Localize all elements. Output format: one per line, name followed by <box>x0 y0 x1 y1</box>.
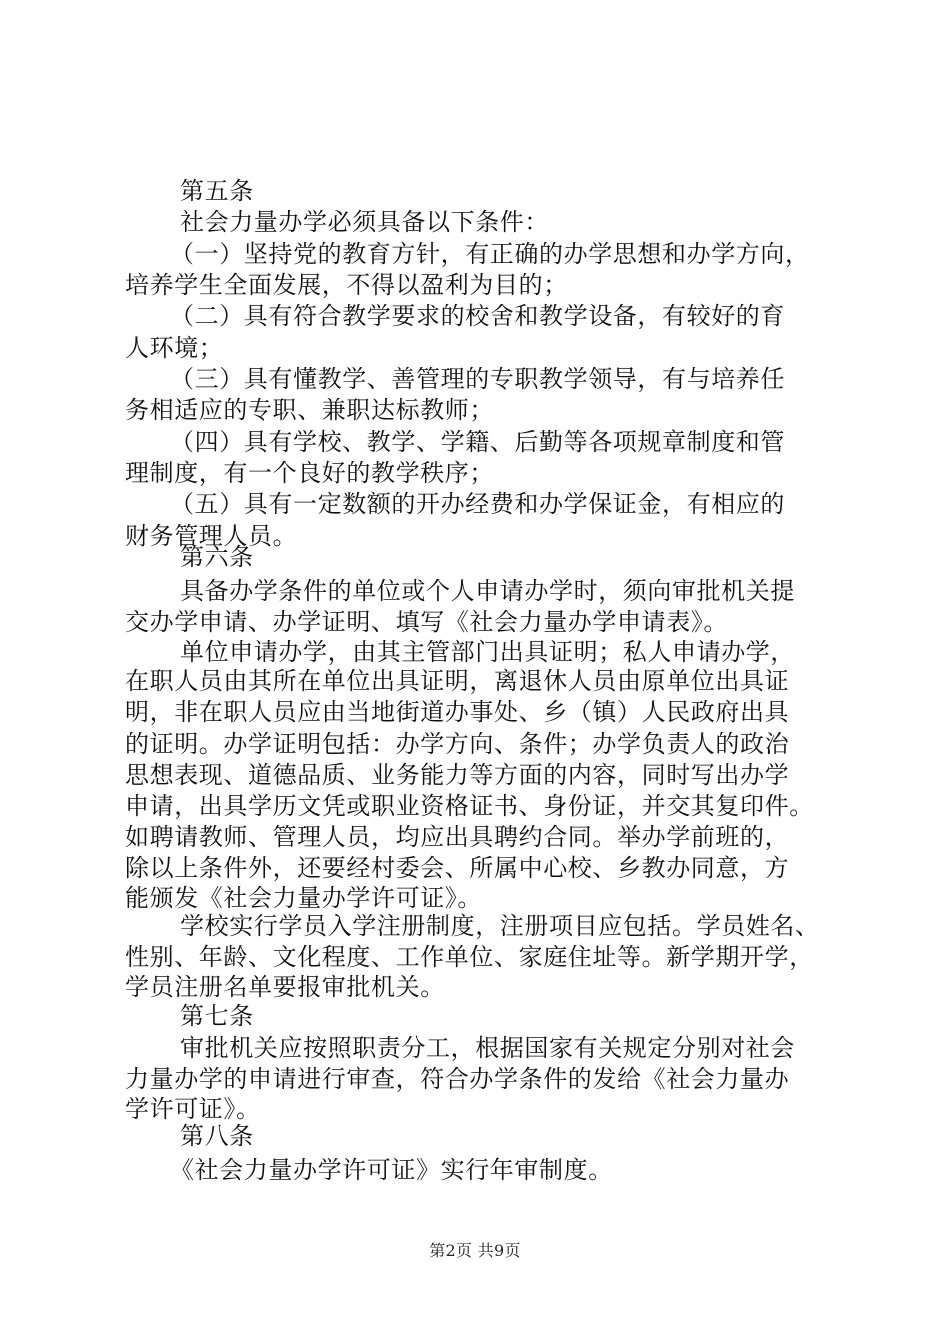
paragraph-line: 学员注册名单要报审批机关。 <box>125 973 445 1001</box>
paragraph-line: 具备办学条件的单位或个人申请办学时，须向审批机关提 <box>180 577 795 605</box>
paragraph-line: 财务管理人员。 <box>125 522 298 550</box>
paragraph-line: 交办学申请、办学证明、填写《社会力量办学申请表》。 <box>125 608 728 636</box>
paragraph-line: 除以上条件外，还要经村委会、所属中心校、乡教办同意，方 <box>125 854 790 882</box>
paragraph-line: 思想表现、道德品质、业务能力等方面的内容，同时写出办学 <box>125 761 790 789</box>
paragraph-line: 明，非在职人员应由当地街道办事处、乡（镇）人民政府出具 <box>125 698 790 726</box>
paragraph-line: 能颁发《社会力量办学许可证》。 <box>125 884 482 912</box>
paragraph-line: （四）具有学校、教学、学籍、后勤等各项规章制度和管 <box>170 428 785 456</box>
paragraph-line: 理制度，有一个良好的教学秩序； <box>125 459 494 487</box>
paragraph-line: 《社会力量办学许可证》实行年审制度。 <box>170 1156 613 1184</box>
paragraph-line: 的证明。办学证明包括：办学方向、条件；办学负责人的政治 <box>125 730 790 758</box>
paragraph-line: 务相适应的专职、兼职达标教师； <box>125 396 494 424</box>
paragraph-line: 如聘请教师、管理人员，均应出具聘约合同。举办学前班的， <box>125 823 790 851</box>
paragraph-line: 单位申请办学，由其主管部门出具证明；私人申请办学， <box>180 638 795 666</box>
paragraph-line: （二）具有符合教学要求的校舍和教学设备，有较好的育 <box>170 302 785 330</box>
paragraph-line: 人环境； <box>125 334 224 362</box>
paragraph-line: 力量办学的申请进行审查，符合办学条件的发给《社会力量办 <box>125 1065 790 1093</box>
page-number-footer: 第2页 共9页 <box>429 1241 521 1260</box>
article-heading: 第七条 <box>180 1002 254 1030</box>
paragraph-line: 在职人员由其所在单位出具证明，离退休人员由原单位出具证 <box>125 667 790 695</box>
paragraph-line: 性别、年龄、文化程度、工作单位、家庭住址等。新学期开学， <box>125 943 814 971</box>
paragraph-line: 社会力量办学必须具备以下条件： <box>180 208 549 236</box>
paragraph-line: 学许可证》。 <box>125 1095 261 1123</box>
article-heading: 第五条 <box>180 177 254 205</box>
article-heading: 第八条 <box>180 1122 254 1150</box>
paragraph-line: （五）具有一定数额的开办经费和办学保证金，有相应的 <box>170 490 785 518</box>
paragraph-line: 培养学生全面发展，不得以盈利为目的； <box>125 271 568 299</box>
paragraph-line: 审批机关应按照职责分工，根据国家有关规定分别对社会 <box>180 1034 795 1062</box>
paragraph-line: 学校实行学员入学注册制度，注册项目应包括。学员姓名、 <box>180 912 820 940</box>
paragraph-line: （三）具有懂教学、善管理的专职教学领导，有与培养任 <box>170 365 785 393</box>
paragraph-line: 申请，出具学历文凭或职业资格证书、身份证，并交其复印件。 <box>125 792 814 820</box>
paragraph-line: （一）坚持党的教育方针，有正确的办学思想和办学方向， <box>170 240 810 268</box>
article-heading: 第六条 <box>180 543 254 571</box>
